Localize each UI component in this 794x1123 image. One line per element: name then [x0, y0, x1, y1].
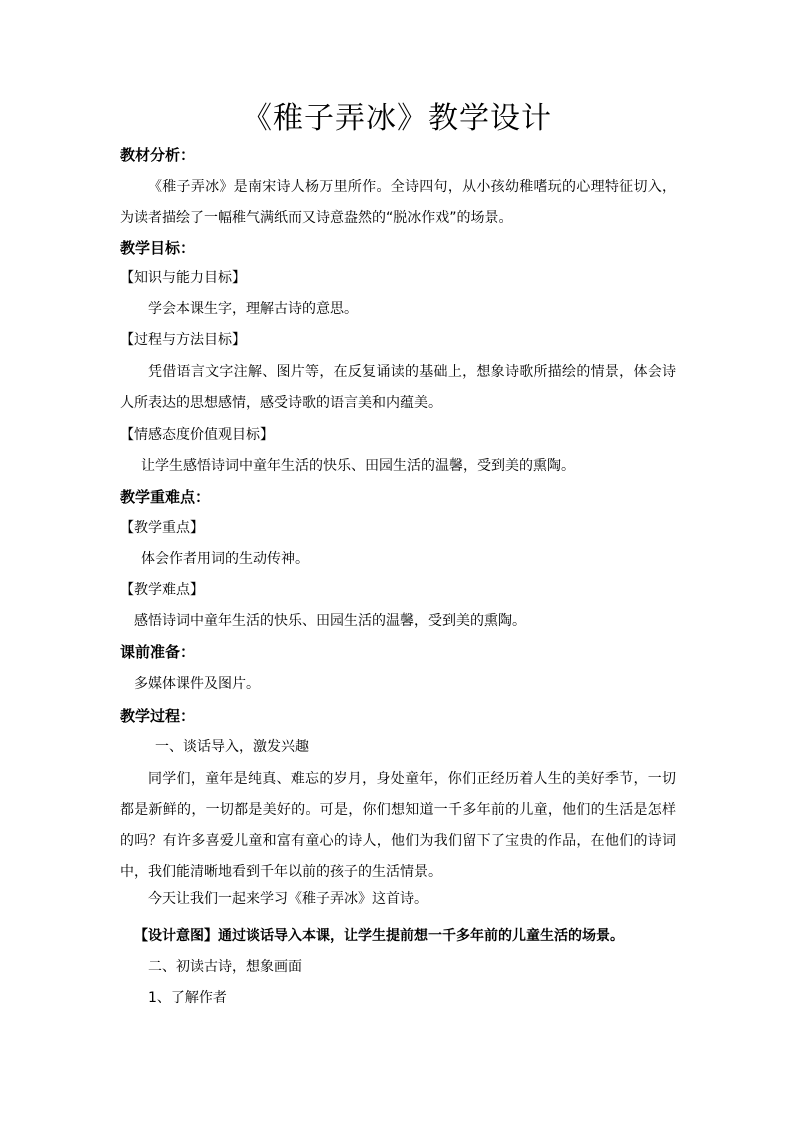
preparation-text: 多媒体课件及图片。 — [134, 676, 260, 692]
teaching-focus-text: 体会作者用词的生动传神。 — [141, 551, 309, 567]
teaching-difficulty-text: 感悟诗词中童年生活的快乐、田园生活的温馨，受到美的熏陶。 — [134, 613, 526, 629]
materials-paragraph: 《稚子弄冰》是南宋诗人杨万里所作。全诗四句，从小孩幼稚嗜玩的心理特征切入，为读者描绘了一幅稚气满纸而又诗意盎然的“脱冰作戏”的场景。 — [120, 179, 676, 226]
materials-heading: 教材分析： — [120, 146, 196, 164]
teaching-focus-label: 【教学重点】 — [120, 520, 204, 536]
knowledge-goal-label: 【知识与能力目标】 — [120, 270, 246, 286]
step1-paragraph: 同学们，童年是纯真、难忘的岁月，身处童年，你们正经历着人生的美好季节，一切都是新鲜的，一切都是美好的。可是，你们想知道一千多年前的儿童，他们的生活是怎样的吗？有许多喜爱儿童和富有童心的诗人，他们为我们留下了宝贵的作品，在他们的诗词中，我们能清晰地看到千年以前的孩子的生活情景。 — [120, 771, 676, 880]
step2-subsection-1: 1、了解作者 — [148, 990, 227, 1006]
process-goal-paragraph: 凭借语言文字注解、图片等，在反复诵读的基础上，想象诗歌所描绘的情景，体会诗人所表达的思想感情，感受诗歌的语言美和内蕴美。 — [120, 364, 676, 411]
emotion-goal-label: 【情感态度价值观目标】 — [120, 427, 274, 443]
step1-title: 一、谈话导入，激发兴趣 — [155, 739, 309, 755]
step1-closing-text: 今天让我们一起来学习《稚子弄冰》这首诗。 — [148, 891, 428, 907]
teaching-difficulty-label: 【教学难点】 — [120, 582, 204, 598]
teaching-process-heading: 教学过程： — [120, 707, 196, 725]
emotion-goal-text: 让学生感悟诗词中童年生活的快乐、田园生活的温馨，受到美的熏陶。 — [141, 458, 575, 474]
design-intent: 【设计意图】通过谈话导入本课，让学生提前想一千多年前的儿童生活的场景。 — [134, 928, 624, 944]
goals-heading: 教学目标： — [120, 239, 196, 257]
step2-title: 二、初读古诗，想象画面 — [148, 959, 302, 975]
preparation-heading: 课前准备： — [120, 643, 196, 661]
knowledge-goal-text: 学会本课生字，理解古诗的意思。 — [148, 301, 358, 317]
page-title: 《稚子弄冰》教学设计 — [242, 101, 552, 136]
process-goal-label: 【过程与方法目标】 — [120, 332, 246, 348]
key-points-heading: 教学重难点： — [120, 488, 211, 506]
